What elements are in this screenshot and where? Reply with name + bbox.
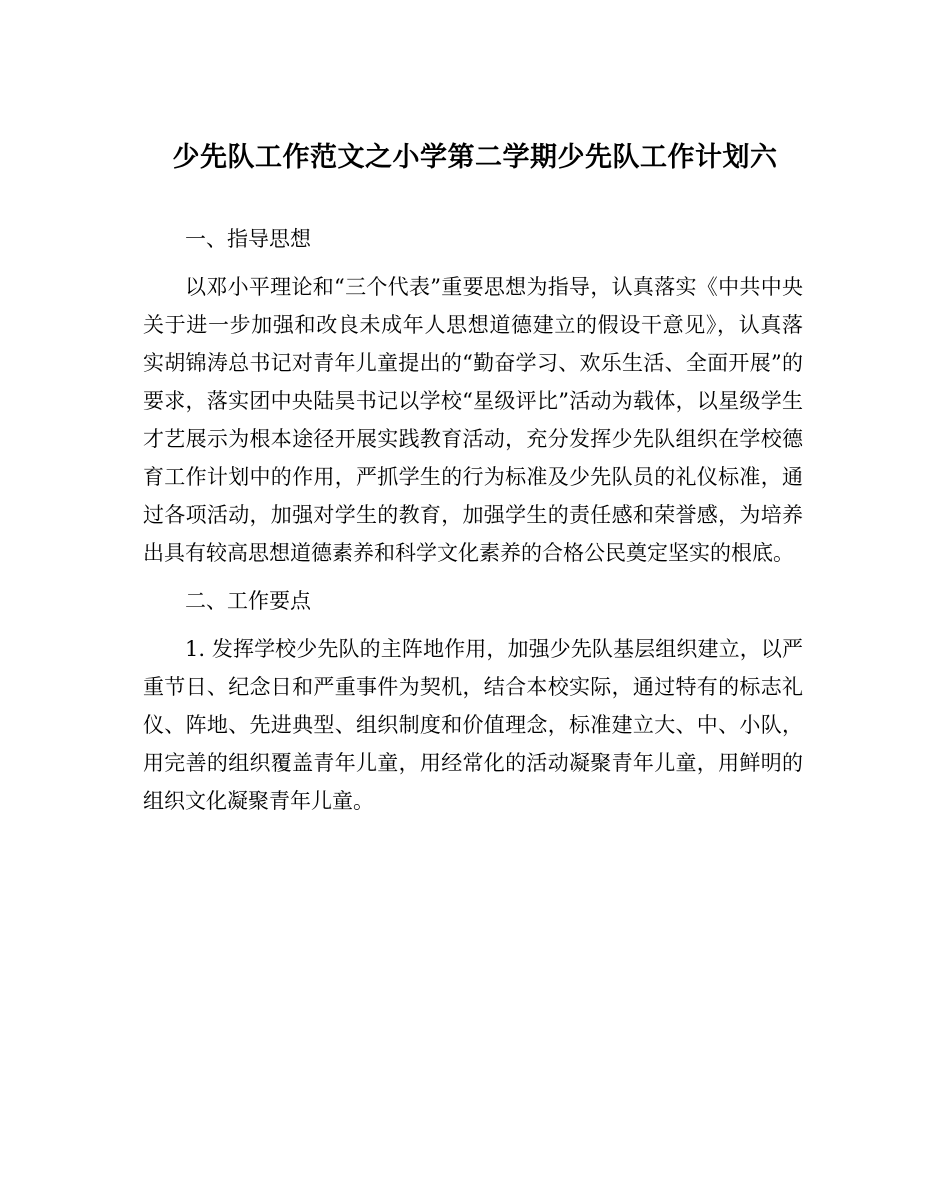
paragraph-guiding-ideology: 以邓小平理论和“三个代表”重要思想为指导，认真落实《中共中央关于进一步加强和改良未成年人思想道德建立的假设干意见》，认真落实胡锦涛总书记对青年儿童提出的“勤奋学习、欢乐生活、全面开展”的要求，落实团中央陆昊书记以学校“星级评比”活动为载体，以星级学生才艺展示为根本途径开展实践教育活动，充分发挥少先队组织在学校德育工作计划中的作用，严抓学生的行为标准及少先队员的礼仪标准，通过各项活动，加强对学生的教育，加强学生的责任感和荣誉感，为培养出具有较高思想道德素养和科学文化素养的合格公民奠定坚实的根底。 bbox=[143, 275, 803, 565]
section-heading-guiding-ideology: 一、指导思想 bbox=[185, 227, 311, 251]
paragraph-work-point-1: 1. 发挥学校少先队的主阵地作用，加强少先队基层组织建立，以严重节日、纪念日和严重事件为契机，结合本校实际，通过特有的标志礼仪、阵地、先进典型、组织制度和价值理念，标准建立大、中、小队，用完善的组织覆盖青年儿童，用经常化的活动凝聚青年儿童，用鲜明的组织文化凝聚青年儿童。 bbox=[143, 637, 803, 813]
document-title: 少先队工作范文之小学第二学期少先队工作计划六 bbox=[172, 142, 778, 173]
document-body bbox=[143, 220, 803, 820]
section-heading-work-points: 二、工作要点 bbox=[185, 589, 311, 613]
